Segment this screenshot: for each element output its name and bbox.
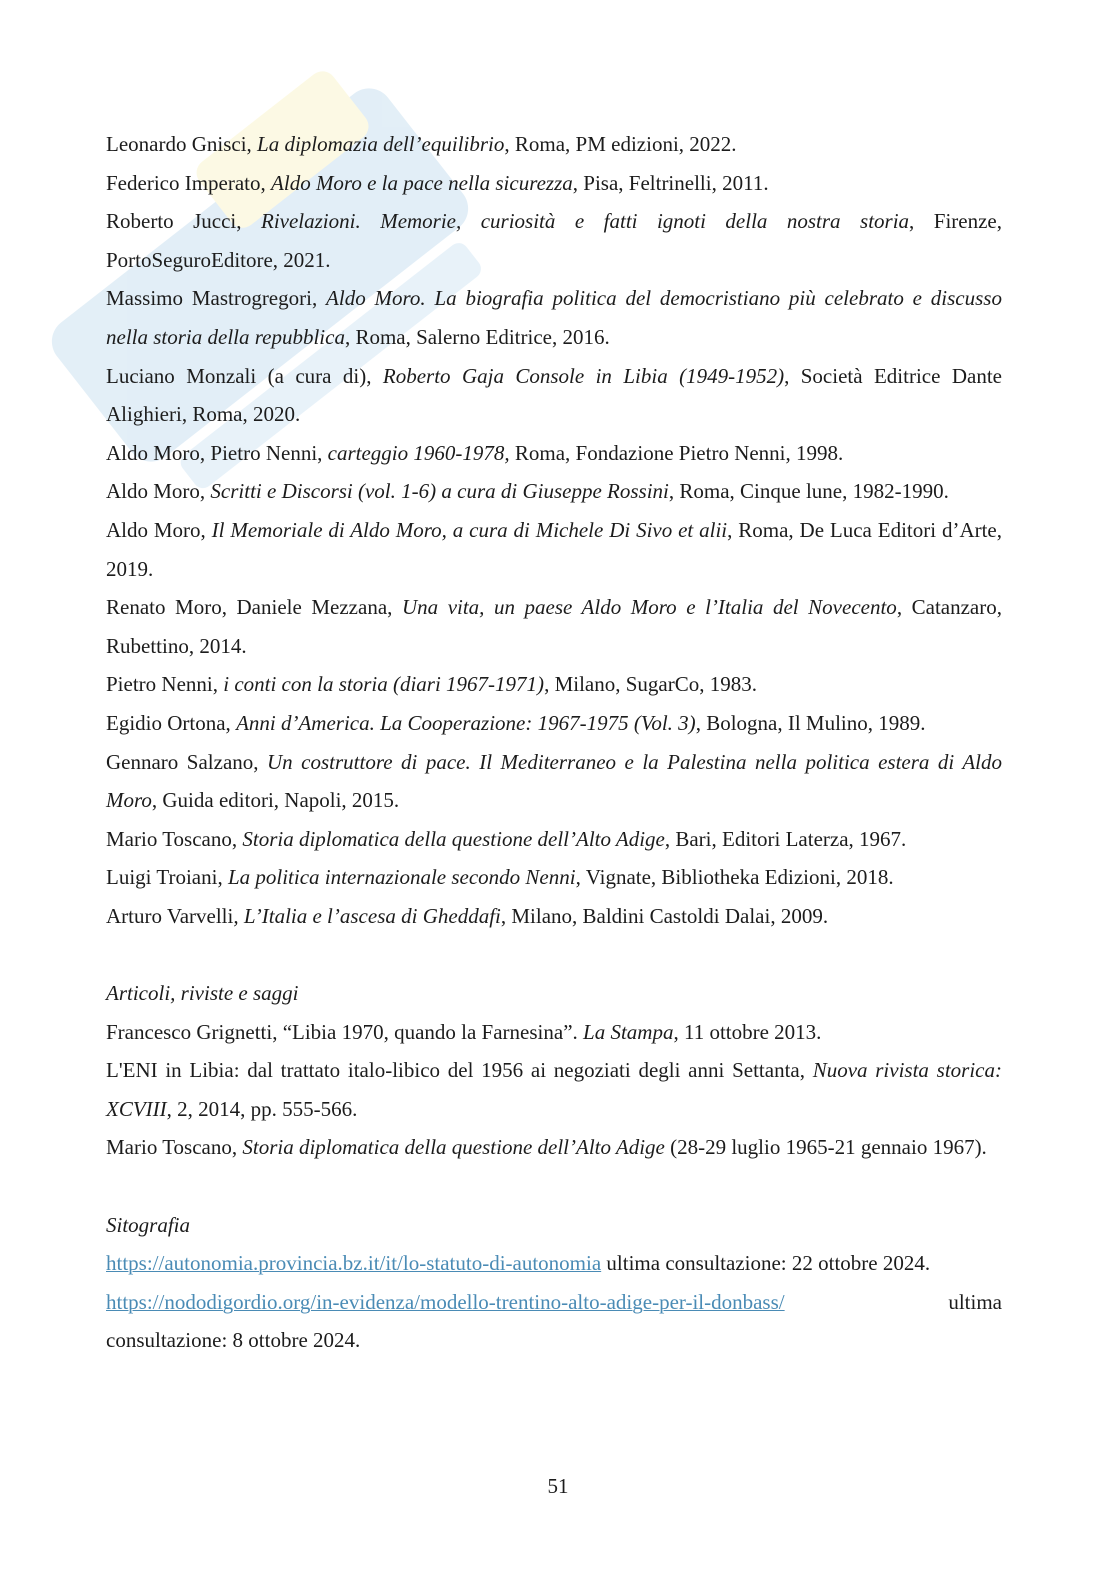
article-ref-toscano: Mario Toscano, Storia diplomatica della questione dell’Alto Adige (28-29 luglio 1965-21 gennaio 1967).: [106, 1135, 987, 1160]
book-ref-moro-memoriale: Aldo Moro, Il Memoriale di Aldo Moro, a cura di Michele Di Sivo et alii, Roma, De Luca Editori d’Arte, 2019.: [106, 517, 1003, 581]
books-list: [106, 125, 1002, 935]
site-ref-nododigordio: [106, 1283, 1002, 1322]
book-ref-jucci: Roberto Jucci, Rivelazioni. Memorie, curiosità e fatti ignoti della nostra storia, Firenze, PortoSeguroEditore, 2021.: [106, 209, 1002, 272]
nododigordio-link[interactable]: https://nododigordio.org/in-evidenza/modello-trentino-alto-adige-per-il-donbass/: [106, 1289, 785, 1314]
bibliography-content: [106, 125, 1002, 1360]
page-number: 51: [547, 1474, 569, 1498]
autonomia-link[interactable]: https://autonomia.provincia.bz.it/it/lo-statuto-di-autonomia: [106, 1251, 602, 1276]
book-ref-mastrogregori: Massimo Mastrogregori, Aldo Moro. La biografia politica del democristiano più celebrato e discusso nella storia della repubblica, Roma, Salerno Editrice, 2016.: [106, 286, 1002, 349]
book-ref-toscano: Mario Toscano, Storia diplomatica della questione dell’Alto Adige, Bari, Editori Laterza, 1967.: [106, 826, 907, 851]
book-ref-troiani: Luigi Troiani, La politica internazionale secondo Nenni, Vignate, Bibliotheka Edizioni, 2018.: [106, 865, 894, 890]
consultation-note-start: ultima: [948, 1289, 1002, 1314]
book-ref-moro-mezzana: Renato Moro, Daniele Mezzana, Una vita, un paese Aldo Moro e l’Italia del Novecento, Catanzaro, Rubettino, 2014.: [106, 595, 1002, 658]
consultation-note-end: consultazione: 8 ottobre 2024.: [106, 1328, 361, 1353]
book-ref-salzano: Gennaro Salzano, Un costruttore di pace. Il Mediterraneo e la Palestina nella politica estera di Aldo Moro, Guida editori, Napoli, 2015.: [106, 749, 1003, 813]
article-ref-eni: L'ENI in Libia: dal trattato italo-libico del 1956 ai negoziati degli anni Settanta, Nuova rivista storica: XCVIII, 2, 2014, pp. 555-566.: [106, 1058, 1002, 1121]
sitography-heading: Sitografia: [106, 1212, 191, 1237]
book-ref-moro-scritti: Aldo Moro, Scritti e Discorsi (vol. 1-6) a cura di Giuseppe Rossini, Roma, Cinque lune, 1982-1990.: [106, 479, 949, 504]
book-ref-ortona: Egidio Ortona, Anni d’America. La Cooperazione: 1967-1975 (Vol. 3), Bologna, Il Mulino, 1989.: [106, 710, 926, 735]
book-ref-moro-nenni: Aldo Moro, Pietro Nenni, carteggio 1960-1978, Roma, Fondazione Pietro Nenni, 1998.: [106, 440, 844, 465]
articles-heading: Articoli, riviste e saggi: [106, 981, 299, 1006]
article-ref-grignetti: Francesco Grignetti, “Libia 1970, quando la Farnesina”. La Stampa, 11 ottobre 2013.: [106, 1019, 822, 1044]
site-ref-autonomia: https://autonomia.provincia.bz.it/it/lo-statuto-di-autonomia ultima consultazione: 22 ottobre 2024.: [106, 1251, 931, 1276]
book-ref-monzali: Luciano Monzali (a cura di), Roberto Gaja Console in Libia (1949-1952), Società Editrice Dante Alighieri, Roma, 2020.: [106, 363, 1002, 427]
book-ref-nenni: Pietro Nenni, i conti con la storia (diari 1967-1971), Milano, SugarCo, 1983.: [106, 672, 757, 697]
book-ref-gnisci: Leonardo Gnisci, La diplomazia dell’equilibrio, Roma, PM edizioni, 2022.: [106, 132, 737, 156]
book-ref-imperato: Federico Imperato, Aldo Moro e la pace nella sicurezza, Pisa, Feltrinelli, 2011.: [106, 170, 769, 195]
book-ref-varvelli: Arturo Varvelli, L’Italia e l’ascesa di Gheddafi, Milano, Baldini Castoldi Dalai, 2009.: [106, 903, 829, 928]
